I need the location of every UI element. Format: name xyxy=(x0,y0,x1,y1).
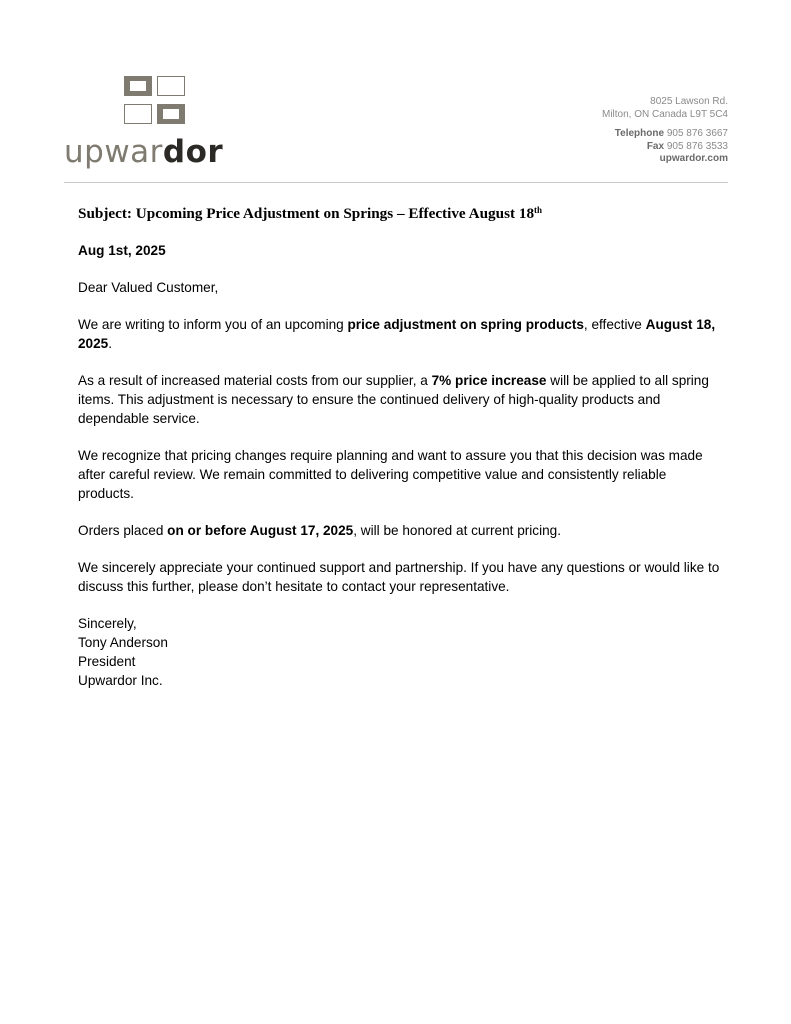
paragraph-4 xyxy=(78,521,723,540)
paragraph-1 xyxy=(78,315,723,353)
subject-line xyxy=(78,204,723,224)
paragraph-2 xyxy=(78,371,723,428)
company-address-block xyxy=(602,96,728,166)
fax-label: Fax xyxy=(646,140,665,152)
logo-wordmark-bold: dor xyxy=(162,134,224,170)
paragraph-3: We recognize that pricing changes require planning and want to assure you that this decision was made after careful review. We remain committed to delivering competitive value and consistently reliable products. xyxy=(78,448,703,501)
signature-block xyxy=(78,614,723,690)
closing: Sincerely, xyxy=(78,616,137,631)
signer-company: Upwardor Inc. xyxy=(78,673,163,688)
subject-superscript: th xyxy=(534,205,543,215)
telephone-line xyxy=(602,128,728,141)
p2-text-a: As a result of increased material costs from our supplier, a xyxy=(78,373,432,388)
fax-line xyxy=(602,141,728,154)
logo-wordmark xyxy=(64,134,223,170)
p1-bold-date: August 18, 2025 xyxy=(78,317,716,351)
p2-text-c: will be applied to all spring items. This adjustment is necessary to ensure the continued delivery of high-quality products and dependable service. xyxy=(78,373,709,426)
header-divider xyxy=(64,182,728,183)
p4-bold-deadline: on or before August 17, 2025 xyxy=(167,523,354,538)
logo-squares-icon xyxy=(124,76,188,126)
logo-square-top-left xyxy=(124,76,152,96)
p4-text-c: , will be honored at current pricing. xyxy=(353,523,562,538)
company-logo xyxy=(64,74,264,174)
telephone-label: Telephone xyxy=(614,128,665,139)
logo-square-bottom-right xyxy=(157,104,185,124)
subject-text: Subject: Upcoming Price Adjustment on Springs – Effective August 18 xyxy=(78,205,535,222)
p4-text-a: Orders placed xyxy=(78,523,168,538)
salutation: Dear Valued Customer, xyxy=(78,280,219,295)
p1-text-e: . xyxy=(108,336,113,351)
address-city: Milton, ON Canada L9T 5C4 xyxy=(602,108,728,120)
logo-square-bottom-left xyxy=(124,104,152,124)
website-link: upwardor.com xyxy=(659,153,728,164)
letter-body xyxy=(78,204,723,690)
letter-date xyxy=(78,241,723,260)
p2-bold-increase: 7% price increase xyxy=(431,373,547,388)
p1-bold-product: price adjustment on spring products xyxy=(347,317,584,332)
logo-wordmark-light: upwar xyxy=(64,134,163,170)
address-street: 8025 Lawson Rd. xyxy=(650,96,728,107)
p1-text-c: , effective xyxy=(583,317,646,332)
signer-title: President xyxy=(78,654,136,669)
telephone-number: 905 876 3667 xyxy=(664,128,728,139)
logo-square-top-right xyxy=(157,76,185,96)
fax-number: 905 876 3533 xyxy=(664,140,728,152)
signer-name: Tony Anderson xyxy=(78,635,168,650)
p1-text-a: We are writing to inform you of an upcoming xyxy=(78,317,348,332)
paragraph-5: We sincerely appreciate your continued support and partnership. If you have any questions or would like to discuss this further, please don’t hesitate to contact your representative. xyxy=(78,560,720,594)
website-line xyxy=(602,153,728,166)
letter-date-text: Aug 1st, 2025 xyxy=(78,243,166,258)
